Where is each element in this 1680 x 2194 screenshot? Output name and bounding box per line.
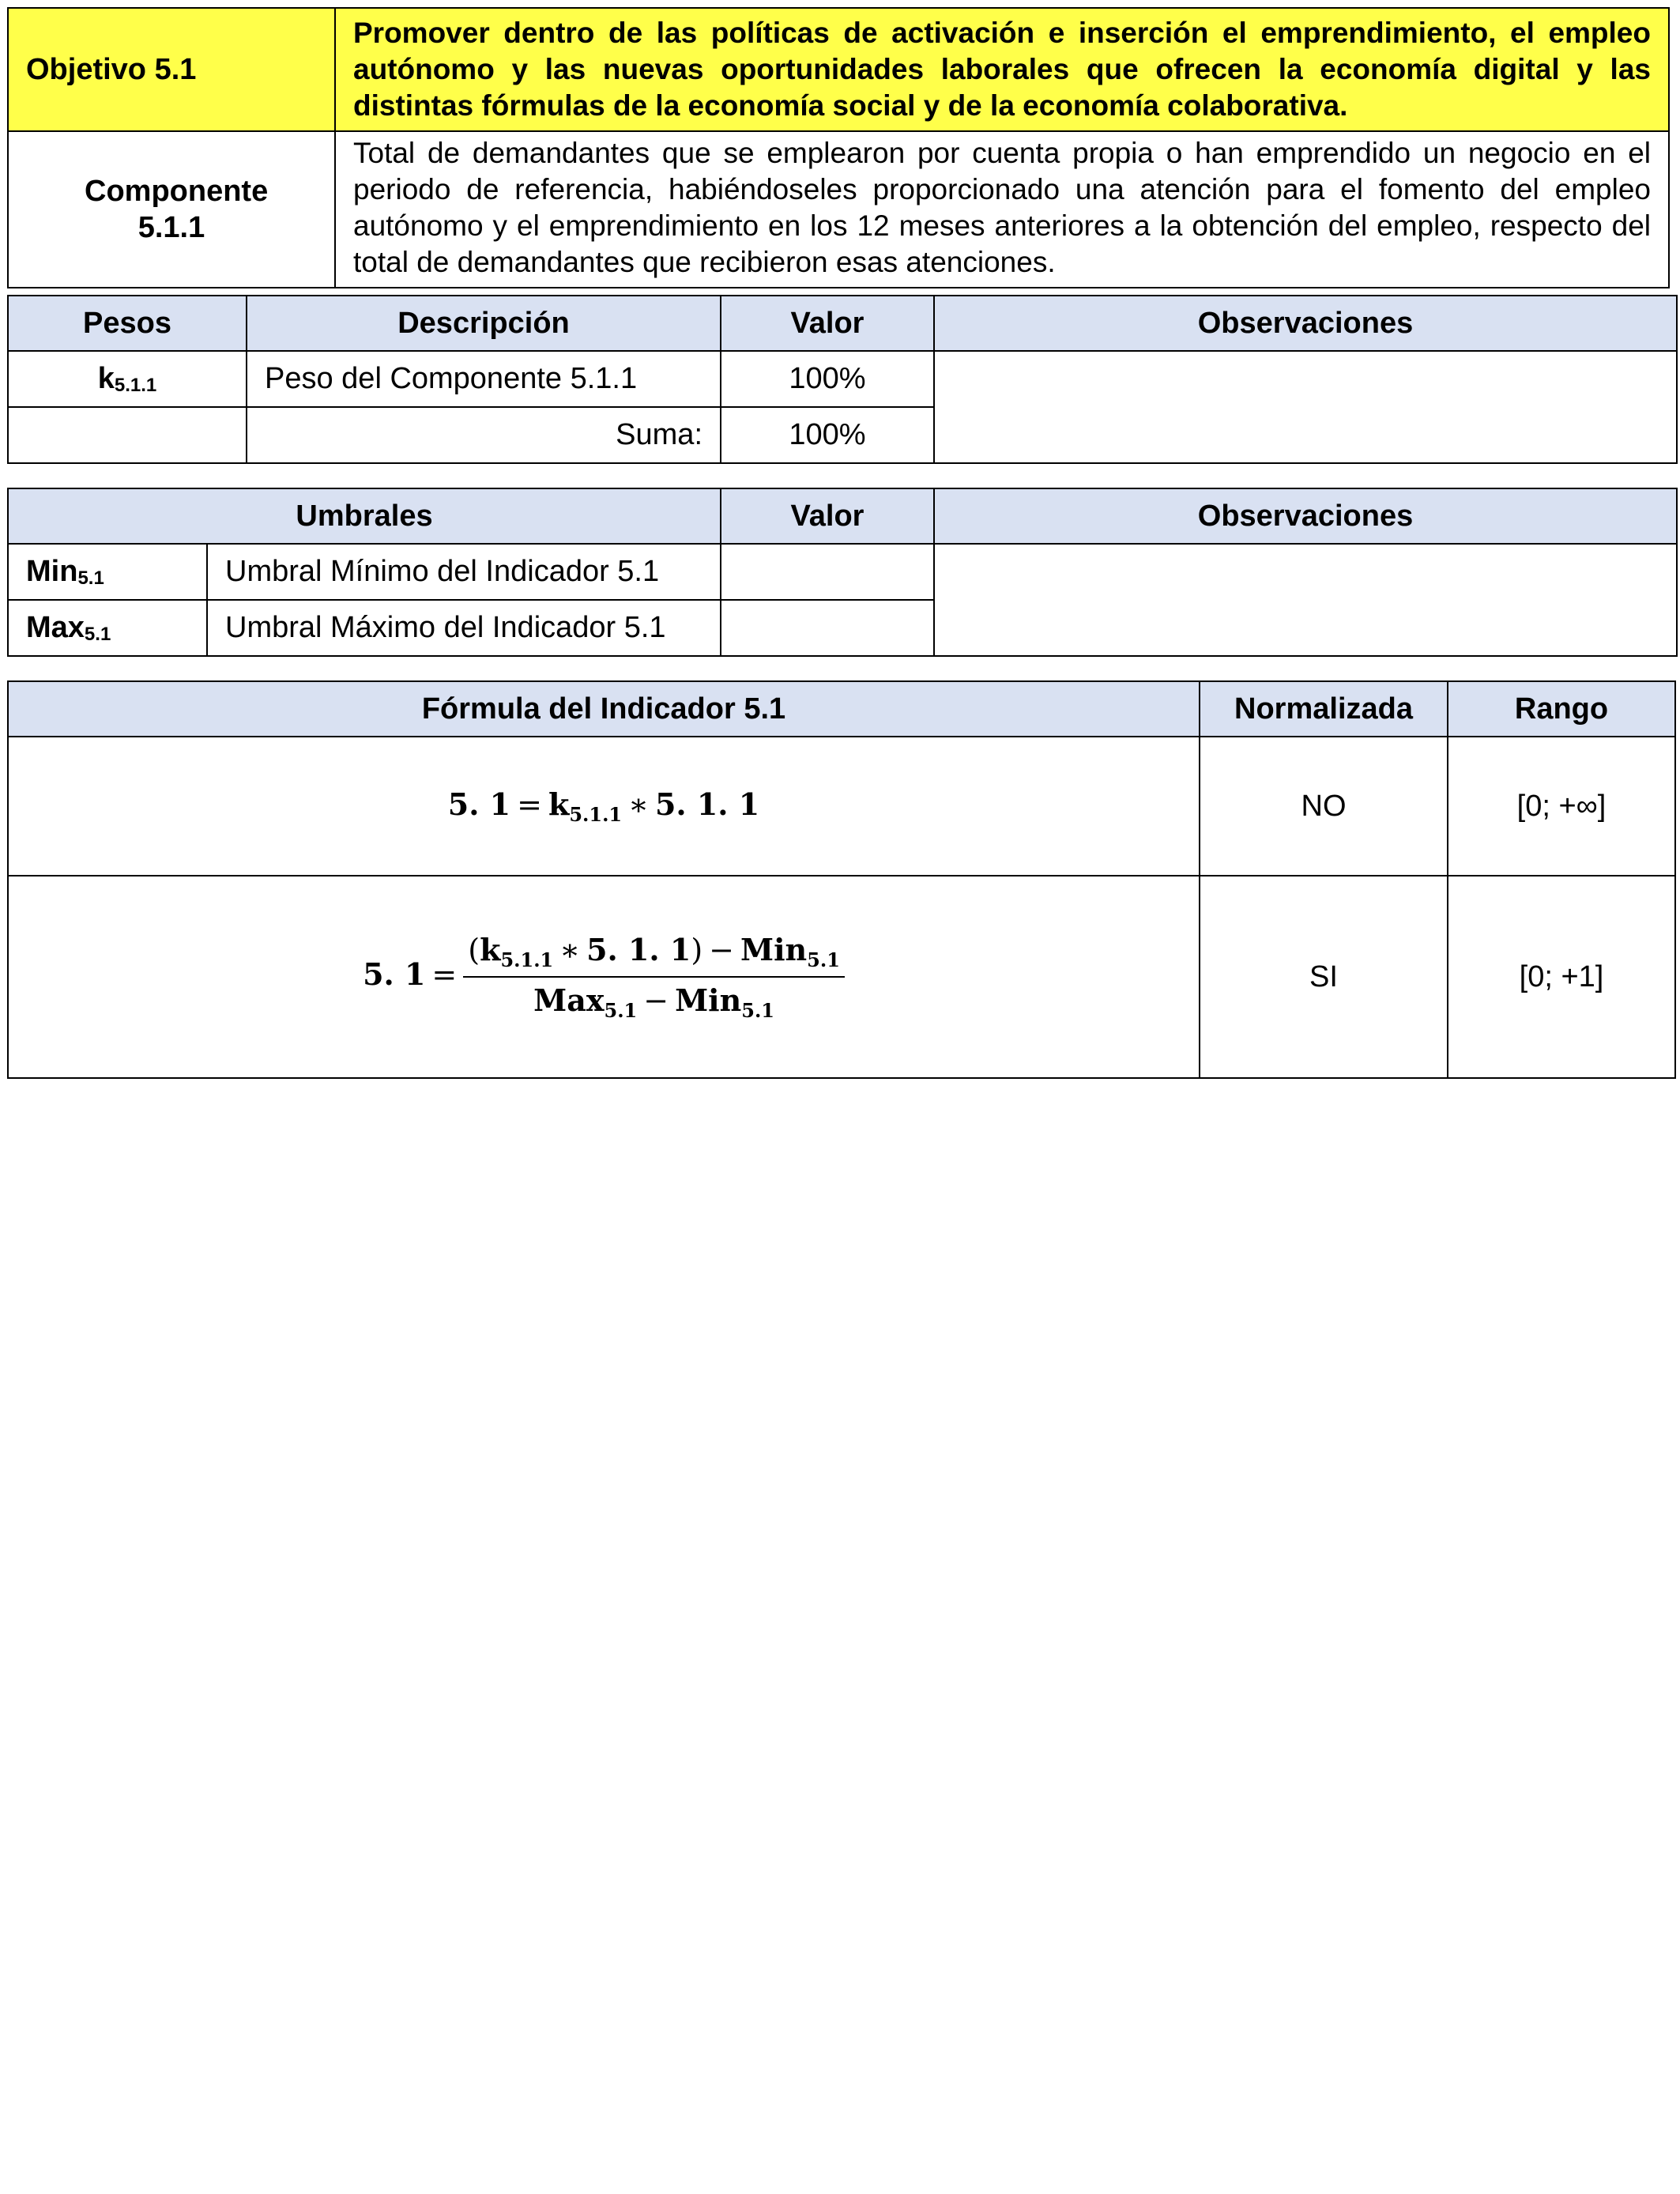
formula-row-raw (8, 737, 1675, 876)
formula-norm-k-sub: 5.1.1 (500, 948, 554, 971)
formula-norm-fraction (463, 932, 845, 1022)
component-label-text: Componente 5.1.1 (85, 175, 269, 244)
formula-norm-min2-sub: 5.1 (741, 999, 775, 1022)
formula-raw-comp: 5. 1. 1 (654, 786, 760, 822)
weight-symbol-sub: 5.1.1 (114, 374, 157, 396)
component-text: Total de demandantes que se emplearon por cuenta propia o han emprendido un negocio en el periodo de referencia, habiéndoseles proporcionado una atención para el fomento del empleo autónomo y el emprendimiento en los 12 meses anteriores a la obtención del empleo, respecto del total de demandantes que recibieron esas atenciones. (335, 131, 1669, 288)
weight-value: 100% (721, 351, 934, 407)
weights-header-observations: Observaciones (934, 296, 1677, 351)
thresholds-table (7, 488, 1678, 657)
formula-raw (8, 737, 1200, 876)
formula-raw-k: k (548, 786, 570, 822)
formula-norm-normalized: SI (1200, 876, 1448, 1078)
thresholds-header-observations: Observaciones (934, 488, 1677, 544)
threshold-max-symbol (8, 600, 207, 656)
weights-header-row (8, 296, 1677, 351)
formula-norm-range: [0; +1] (1448, 876, 1675, 1078)
formula-norm-lhs: 5. 1 (363, 956, 426, 992)
weights-header-description: Descripción (247, 296, 721, 351)
thresholds-header-row (8, 488, 1677, 544)
formula-norm-comp: 5. 1. 1 (586, 932, 691, 967)
component-row (8, 131, 1669, 288)
threshold-max-description: Umbral Máximo del Indicador 5.1 (207, 600, 721, 656)
formula-raw-lhs: 5. 1 (447, 786, 511, 822)
component-label (8, 131, 335, 288)
thresholds-header-umbrales: Umbrales (8, 488, 721, 544)
formula-norm-k: k (480, 932, 501, 967)
objective-table (7, 7, 1670, 288)
thresholds-header-value: Valor (721, 488, 934, 544)
formula-raw-eq: = (517, 787, 542, 822)
objective-label: Objetivo 5.1 (8, 8, 335, 131)
threshold-min-description: Umbral Mínimo del Indicador 5.1 (207, 544, 721, 600)
formula-norm-times: ∗ (559, 933, 581, 967)
weight-description: Peso del Componente 5.1.1 (247, 351, 721, 407)
threshold-min-symbol (8, 544, 207, 600)
threshold-min-value (721, 544, 934, 600)
formula-row-normalized (8, 876, 1675, 1078)
formula-raw-normalized: NO (1200, 737, 1448, 876)
formula-norm-numerator (463, 932, 845, 978)
formula-norm-min1: Min (740, 932, 808, 967)
formula-norm-denominator (529, 978, 779, 1022)
formula-norm-max: Max (533, 982, 605, 1018)
formula-norm (8, 876, 1200, 1078)
formula-norm-expression (363, 932, 845, 1022)
formula-norm-min1-sub: 5.1 (807, 948, 840, 971)
formula-raw-k-sub: 5.1.1 (569, 803, 623, 826)
weight-symbol (8, 351, 247, 407)
formula-table (7, 680, 1676, 1079)
weights-observations (934, 351, 1677, 463)
weight-symbol-main: k (97, 361, 115, 395)
objective-text: Promover dentro de las políticas de activación e inserción el emprendimiento, el empleo autónomo y las nuevas oportunidades laborales que ofrecen la economía digital y las distintas fórmulas de la economía social y de la economía colaborativa. (335, 8, 1669, 131)
weights-sum-value: 100% (721, 407, 934, 463)
formula-raw-range: [0; +∞] (1448, 737, 1675, 876)
threshold-min-symbol-main: Min (26, 554, 78, 588)
formula-header-formula: Fórmula del Indicador 5.1 (8, 681, 1200, 737)
weights-sum-label: Suma: (247, 407, 721, 463)
threshold-max-symbol-main: Max (26, 610, 85, 644)
threshold-row-min (8, 544, 1677, 600)
weights-table (7, 295, 1678, 464)
weights-header-value: Valor (721, 296, 934, 351)
objective-row (8, 8, 1669, 131)
formula-header-normalized: Normalizada (1200, 681, 1448, 737)
threshold-min-symbol-sub: 5.1 (77, 567, 104, 589)
formula-header-row (8, 681, 1675, 737)
formula-norm-min2: Min (675, 982, 742, 1018)
formula-norm-max-sub: 5.1 (604, 999, 638, 1022)
formula-raw-expression (447, 786, 760, 826)
threshold-max-value (721, 600, 934, 656)
formula-norm-close: ) (691, 933, 703, 967)
formula-norm-minus2: − (643, 983, 669, 1018)
threshold-max-symbol-sub: 5.1 (84, 623, 111, 645)
formula-norm-open: ( (468, 933, 480, 967)
formula-header-range: Rango (1448, 681, 1675, 737)
formula-norm-minus1: − (709, 933, 734, 967)
formula-norm-eq: = (431, 956, 458, 992)
formula-raw-times: ∗ (628, 787, 649, 822)
weights-header-pesos: Pesos (8, 296, 247, 351)
weights-sum-empty (8, 407, 247, 463)
weights-row (8, 351, 1677, 407)
thresholds-observations (934, 544, 1677, 656)
